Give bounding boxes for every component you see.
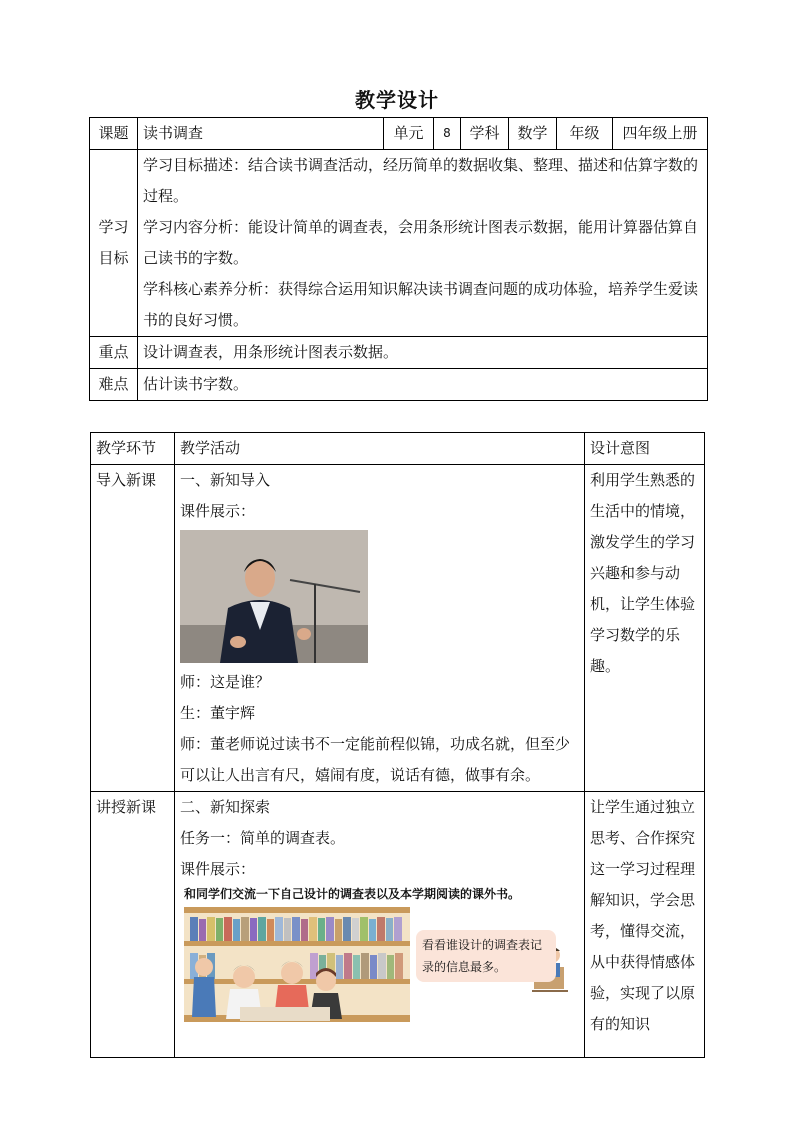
difficulty-row	[90, 369, 708, 401]
goals-label-line1: 学习	[98, 218, 129, 236]
goals-row	[90, 150, 708, 337]
new-heading: 二、新知探索	[180, 798, 271, 816]
intro-courseware: 课件展示：	[180, 502, 256, 520]
activity-new	[175, 792, 585, 1058]
new-courseware: 课件展示：	[180, 860, 256, 878]
new-task: 任务一：简单的调查表。	[180, 829, 346, 847]
lesson-row	[90, 118, 708, 150]
speaker-photo	[180, 530, 368, 663]
goal-core-literacy: 学科核心素养分析：获得综合运用知识解决读书调查问题的成功体验，培养学生爱读书的良好习惯。	[143, 280, 699, 329]
activities-table	[90, 432, 705, 1058]
activity-row-intro	[91, 465, 705, 792]
intent-new: 让学生通过独立思考、合作探究这一学习过程理解知识，学会思考，懂得交流，从中获得情感体验，实现了以原有的知识	[585, 792, 705, 1058]
header-stage: 教学环节	[91, 433, 175, 465]
speech-bubble: 看看谁设计的调查表记录的信息最多。	[416, 930, 556, 982]
scene-caption: 和同学们交流一下自己设计的调查表以及本学期阅读的课外书。	[184, 887, 521, 901]
stage-new: 讲授新课	[91, 792, 175, 1058]
subject-value: 数学	[509, 118, 557, 150]
key-point-row	[90, 337, 708, 369]
goals-content	[138, 150, 708, 337]
library-scene	[180, 905, 570, 1057]
intro-teacher-remark: 师：董老师说过读书不一定能前程似锦，功成名就，但至少可以让人出言有尺，嬉闹有度，说话有德，做事有余。	[180, 735, 571, 784]
activity-row-new	[91, 792, 705, 1058]
intro-question: 师：这是谁？	[180, 673, 271, 691]
speaker-photo-drawing	[180, 530, 368, 663]
grade-value: 四年级上册	[613, 118, 708, 150]
lesson-value: 读书调查	[138, 118, 384, 150]
document-title: 教学设计	[355, 88, 439, 112]
subject-label: 学科	[461, 118, 509, 150]
goal-description: 学习目标描述：结合读书调查活动，经历简单的数据收集、整理、描述和估算字数的过程。	[143, 156, 699, 205]
unit-value: 8	[434, 118, 461, 150]
header-intent: 设计意图	[585, 433, 705, 465]
intro-heading: 一、新知导入	[180, 471, 271, 489]
grade-label: 年级	[557, 118, 613, 150]
activity-intro	[175, 465, 585, 792]
unit-label: 单元	[384, 118, 434, 150]
difficulty-value: 估计读书字数。	[138, 369, 708, 401]
lesson-info-table	[89, 117, 708, 401]
header-activity: 教学活动	[175, 433, 585, 465]
key-point-value: 设计调查表，用条形统计图表示数据。	[138, 337, 708, 369]
goals-label	[90, 150, 138, 337]
key-point-label: 重点	[90, 337, 138, 369]
difficulty-label: 难点	[90, 369, 138, 401]
goal-content-analysis: 学习内容分析：能设计简单的调查表，会用条形统计图表示数据，能用计算器估算自己读书的字数。	[143, 218, 699, 267]
activities-header-row	[91, 433, 705, 465]
lesson-label: 课题	[90, 118, 138, 150]
intent-intro: 利用学生熟悉的生活中的情境，激发学生的学习兴趣和参与动机，让学生体验学习数学的乐趣。	[585, 465, 705, 792]
goals-label-line2: 目标	[98, 249, 129, 267]
intro-answer: 生：董宇辉	[180, 704, 256, 722]
stage-intro: 导入新课	[91, 465, 175, 792]
